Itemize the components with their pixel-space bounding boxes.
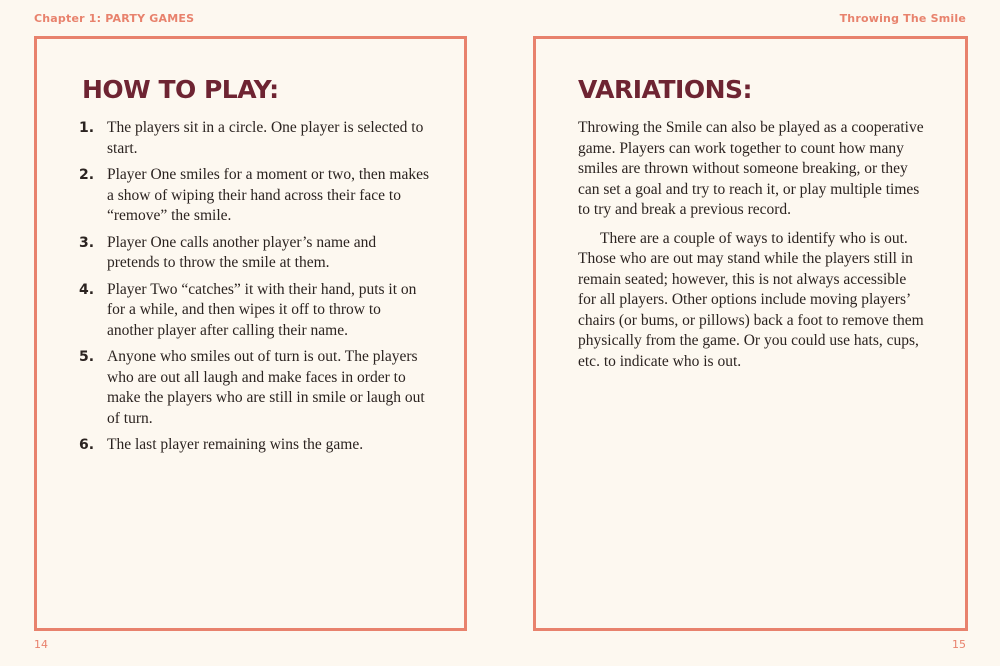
step-item [79,435,429,456]
paragraph: Throwing the Smile can also be played as a cooperative game. Players can work together to count how many smiles are thrown without someone breaking, or they can set a goal and try to reach it, or play multiple times to try and break a previous record. [578,119,924,218]
step-text: Player One smiles for a moment or two, then makes a show of wiping their hand across their face to “remove” the smile. [107,166,429,224]
step-item [79,347,429,429]
step-item [79,118,429,159]
left-page-frame [34,36,467,631]
step-item [79,280,429,342]
right-page-frame [533,36,968,631]
page-number-right: 15 [952,638,966,651]
step-text: Anyone who smiles out of turn is out. The players who are out all laugh and make faces in order to make the players who are still in smile or laugh out of turn. [107,348,425,427]
step-number: 2. [79,167,95,183]
step-number: 6. [79,437,95,453]
step-item [79,233,429,274]
step-text: The players sit in a circle. One player is selected to start. [107,119,424,157]
page-number-left: 14 [34,638,48,651]
running-head-chapter: Chapter 1: PARTY GAMES [34,12,195,25]
paragraph: There are a couple of ways to identify who is out. Those who are out may stand while the players still in remain seated; however, this is not always accessible for all players. Other options include moving players’ chairs (or bums, or pillows) back a foot to remove them physically from the game. Or you could use hats, cups, etc. to indicate who is out. [578,229,924,370]
how-to-play-heading: HOW TO PLAY: [82,75,279,104]
step-item [79,165,429,227]
step-number: 5. [79,349,95,365]
variations-body [578,118,928,380]
step-text: Player Two “catches” it with their hand, puts it on for a while, and then wipes it off to throw to another player after calling their name. [107,280,417,339]
step-number: 3. [79,234,95,251]
running-head-title: Throwing The Smile [839,12,966,25]
variations-heading: VARIATIONS: [578,75,752,104]
step-number: 1. [79,120,95,136]
step-text: Player One calls another player’s name and pretends to throw the smile at them. [107,233,377,271]
steps-list [79,118,429,462]
step-text: The last player remaining wins the game. [107,436,364,453]
step-number: 4. [79,281,95,298]
